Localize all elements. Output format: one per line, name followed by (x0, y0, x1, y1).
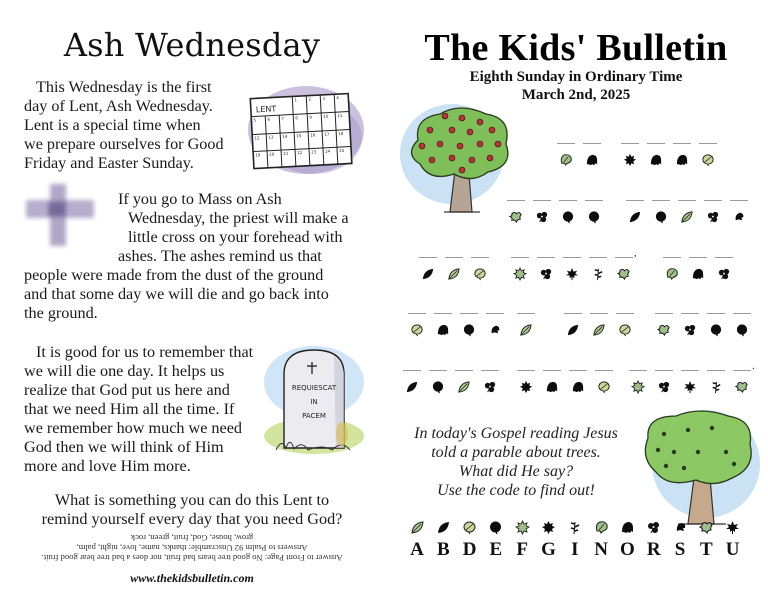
answer-blank[interactable] (507, 200, 525, 201)
puzzle-letter-slot[interactable] (662, 257, 682, 287)
leaf-pointed-black-icon (421, 267, 435, 281)
svg-text:6: 6 (267, 116, 271, 122)
puzzle-letter-slot[interactable] (688, 257, 708, 287)
puzzle-letter-slot[interactable] (646, 143, 666, 173)
leaf-small-black-icon (732, 210, 746, 224)
svg-text:17: 17 (324, 131, 330, 137)
puzzle-letter-slot[interactable] (703, 200, 723, 230)
answer-blank[interactable] (707, 313, 725, 314)
svg-text:5: 5 (253, 117, 257, 123)
code-key-letter: G (541, 539, 556, 560)
code-key-letter: U (725, 539, 740, 560)
leaf-round-outline-icon (701, 153, 715, 167)
puzzle-letter-slot[interactable] (732, 313, 752, 343)
answer-blank[interactable] (655, 313, 673, 314)
code-key-item-i (562, 520, 588, 560)
answer-blank[interactable] (563, 257, 581, 258)
svg-text:25: 25 (338, 147, 345, 154)
code-key-letter: F (516, 539, 528, 560)
leaf-oak-green-icon (699, 520, 714, 535)
code-key-item-b (430, 520, 456, 560)
bulletin-title: The Kids' Bulletin (424, 27, 728, 69)
svg-text:22: 22 (297, 150, 303, 156)
answer-blank[interactable] (471, 257, 489, 258)
code-key-letter: S (674, 539, 686, 560)
leaf-pointed-outline-icon (519, 323, 533, 337)
puzzle-letter-slot[interactable] (470, 257, 490, 287)
answer-blank[interactable] (564, 313, 582, 314)
puzzle-letter-slot[interactable] (454, 370, 474, 400)
puzzle-letter-slot[interactable] (542, 370, 562, 400)
leaf-round-black-icon (709, 323, 723, 337)
fruit-tree-illustration (400, 100, 520, 215)
leaf-round-outline-icon (462, 520, 477, 535)
liturgical-sunday: Eighth Sunday in Ordinary Time (469, 69, 683, 85)
answer-blank[interactable] (559, 200, 577, 201)
leaf-clover-icon (483, 380, 497, 394)
puzzle-letter-slot[interactable] (516, 313, 536, 343)
code-key-letter: O (620, 539, 635, 560)
code-key-letter: A (410, 539, 424, 560)
puzzle-letter-slot[interactable] (732, 370, 752, 400)
leaf-maple-green-icon (631, 380, 645, 394)
leaf-round-black-icon (431, 380, 445, 394)
leaf-pointed-outline-icon (410, 520, 425, 535)
puzzle-letter-slot[interactable] (615, 313, 635, 343)
puzzle-letter-slot[interactable] (459, 313, 479, 343)
puzzle-letter-slot[interactable] (506, 200, 526, 230)
answer-blank[interactable] (616, 313, 634, 314)
answer-blank[interactable] (707, 370, 725, 371)
code-key-item-s (667, 520, 693, 560)
leaf-small-black-icon (488, 323, 502, 337)
answer-blank[interactable] (704, 200, 722, 201)
leaf-oak-green-icon (657, 323, 671, 337)
answer-blank[interactable] (626, 200, 644, 201)
leaf-maple-black-icon (519, 380, 533, 394)
leaf-lobed-green-icon (559, 153, 573, 167)
leaf-round-black-icon (654, 210, 668, 224)
svg-text:4: 4 (336, 95, 340, 101)
leaf-clover-icon (657, 380, 671, 394)
puzzle-punctuation: . (752, 360, 755, 372)
answer-blank[interactable] (689, 257, 707, 258)
leaf-clover-icon (535, 210, 549, 224)
svg-text:10: 10 (323, 113, 329, 119)
leaf-half-round-black-icon (649, 153, 663, 167)
code-key-letter: R (646, 539, 661, 560)
code-key-letter: I (571, 539, 579, 560)
answer-blank[interactable] (647, 143, 665, 144)
answer-blank[interactable] (678, 200, 696, 201)
gospel-prompt: In today's Gospel reading Jesus told a parable about trees. What did He say? Use the code to find out! (414, 425, 618, 499)
website-link[interactable]: www.thekidsbulletin.com (130, 571, 254, 585)
code-key-letter: B (436, 539, 450, 560)
intro-paragraph: This Wednesday is the first day of Lent, Ash Wednesday. Lent is a special time when we prepare ourselves for Good Friday and Easter Sunday. (24, 78, 224, 172)
leaf-clover-icon (717, 267, 731, 281)
lent-calendar-illustration (242, 82, 364, 178)
answer-blank[interactable] (681, 313, 699, 314)
answer-blank[interactable] (533, 200, 551, 201)
code-key-item-t (693, 520, 719, 560)
answer-blank[interactable] (455, 370, 473, 371)
puzzle-letter-slot[interactable] (532, 200, 552, 230)
answer-blank[interactable] (733, 370, 751, 371)
svg-text:20: 20 (269, 151, 275, 157)
puzzle-letter-slot[interactable] (556, 143, 576, 173)
answer-blank[interactable] (629, 370, 647, 371)
leaf-pointed-black-icon (566, 323, 580, 337)
puzzle-letter-slot[interactable] (680, 313, 700, 343)
puzzle-letter-slot[interactable] (558, 200, 578, 230)
puzzle-letter-slot[interactable] (568, 370, 588, 400)
answer-blank[interactable] (655, 370, 673, 371)
svg-text:13: 13 (268, 134, 274, 140)
leaf-round-black-icon (462, 323, 476, 337)
leaf-maple-green-icon (513, 267, 527, 281)
puzzle-letter-slot[interactable] (582, 143, 602, 173)
puzzle-letter-slot[interactable] (402, 370, 422, 400)
svg-text:19: 19 (255, 152, 261, 158)
svg-text:1: 1 (294, 97, 298, 103)
answer-blank[interactable] (663, 257, 681, 258)
puzzle-letter-slot[interactable] (407, 313, 427, 343)
leaf-maple-black-icon (623, 153, 637, 167)
leaf-pointed-outline-icon (457, 380, 471, 394)
puzzle-letter-slot[interactable] (444, 257, 464, 287)
code-key-item-o (614, 520, 640, 560)
answer-blank[interactable] (460, 313, 478, 314)
svg-text:IN: IN (310, 398, 318, 406)
mass-paragraph: If you go to Mass on Ash Wednesday, the priest will make a little cross on your forehead with ashes. The ashes remind us that people were made from the dust of the ground and that some day we will die and go back into the ground. (24, 190, 349, 322)
answer-blank[interactable] (543, 370, 561, 371)
leaf-pointed-outline-icon (592, 323, 606, 337)
code-key-letter: T (699, 539, 713, 560)
leaf-pointed-black-icon (405, 380, 419, 394)
bulletin-subtitle (384, 68, 768, 104)
leaf-half-round-black-icon (585, 153, 599, 167)
answer-blank[interactable] (585, 200, 603, 201)
svg-text:12: 12 (254, 135, 260, 141)
svg-text:15: 15 (296, 133, 302, 139)
leaf-round-outline-icon (597, 380, 611, 394)
answer-blank[interactable] (590, 313, 608, 314)
puzzle-letter-slot[interactable] (584, 200, 604, 230)
puzzle-letter-slot[interactable] (480, 370, 500, 400)
leaf-half-round-black-icon (691, 267, 705, 281)
puzzle-letter-slot[interactable] (620, 143, 640, 173)
puzzle-letter-slot[interactable] (706, 313, 726, 343)
puzzle-letter-slot[interactable] (562, 257, 582, 287)
puzzle-letter-slot[interactable] (536, 257, 556, 287)
puzzle-letter-slot[interactable] (563, 313, 583, 343)
remember-paragraph: It is good for us to remember that we will die one day. It helps us realize that God put us here and that we need Him all the time. If we remember how much we need God then we will think of Him more and love Him more. (24, 343, 254, 475)
svg-text:PACEM: PACEM (302, 412, 326, 420)
answer-blank[interactable] (403, 370, 421, 371)
code-key-item-d (457, 520, 483, 560)
puzzle-letter-slot[interactable] (614, 257, 634, 287)
answer-blank[interactable] (511, 257, 529, 258)
svg-text:8: 8 (295, 115, 299, 121)
puzzle-letter-slot[interactable] (651, 200, 671, 230)
answer-blank[interactable] (652, 200, 670, 201)
leaf-round-outline-icon (618, 323, 632, 337)
leaf-clover-icon (539, 267, 553, 281)
upside-down-answers: Answer to Front Page: No good tree bears bad fruit, nor does a bad tree bear good fruit. Answers to Psalm 92 Unscramble: thanks, name, love, night, palm, grow, house, God, fruit, green, rock (41, 533, 343, 563)
leaf-round-outline-icon (410, 323, 424, 337)
puzzle-letter-slot[interactable] (680, 370, 700, 400)
answer-blank[interactable] (429, 370, 447, 371)
answer-blank[interactable] (434, 313, 452, 314)
svg-text:21: 21 (283, 150, 289, 157)
puzzle-letter-slot[interactable] (594, 370, 614, 400)
tombstone-illustration (262, 340, 366, 458)
svg-text:REQUIESCAT: REQUIESCAT (291, 384, 337, 392)
puzzle-letter-slot[interactable] (589, 313, 609, 343)
leaf-half-round-black-icon (436, 323, 450, 337)
answer-blank[interactable] (419, 257, 437, 258)
answer-blank[interactable] (673, 143, 691, 144)
answer-blank[interactable] (699, 143, 717, 144)
svg-text:14: 14 (282, 133, 288, 140)
puzzle-letter-slot[interactable] (706, 370, 726, 400)
leaf-half-round-black-icon (620, 520, 635, 535)
lent-question: What is something you can do this Lent to remind yourself every day that you need God? (41, 491, 343, 528)
puzzle-letter-slot[interactable] (516, 370, 536, 400)
leaf-half-round-black-icon (545, 380, 559, 394)
code-key-item-a (404, 520, 430, 560)
left-page-title: Ash Wednesday (63, 26, 321, 64)
leaf-spiky-black-icon (683, 380, 697, 394)
answer-blank[interactable] (557, 143, 575, 144)
answer-blank[interactable] (681, 370, 699, 371)
code-key-letter: N (594, 539, 608, 560)
leaf-maple-green-icon (515, 520, 530, 535)
leaf-round-black-icon (561, 210, 575, 224)
leaf-oak-green-icon (617, 267, 631, 281)
code-key-item-r (641, 520, 667, 560)
leaf-pointed-black-icon (628, 210, 642, 224)
code-key-item-g (536, 520, 562, 560)
leaf-clover-icon (706, 210, 720, 224)
bulletin-date: March 2nd, 2025 (521, 87, 631, 103)
svg-text:16: 16 (310, 132, 316, 138)
code-key (404, 520, 754, 570)
leaf-oak-green-icon (509, 210, 523, 224)
leaf-sprig-icon (567, 520, 582, 535)
leaf-half-round-black-icon (571, 380, 585, 394)
leaf-lobed-green-icon (594, 520, 609, 535)
answer-blank[interactable] (615, 257, 633, 258)
puzzle-letter-slot[interactable] (433, 313, 453, 343)
answer-blank[interactable] (408, 313, 426, 314)
leaf-half-round-black-icon (675, 153, 689, 167)
answer-blank[interactable] (621, 143, 639, 144)
svg-text:3: 3 (322, 95, 326, 101)
puzzle-letter-slot[interactable] (672, 143, 692, 173)
answer-blank[interactable] (730, 200, 748, 201)
leaf-lobed-green-icon (665, 267, 679, 281)
leaf-pointed-black-icon (436, 520, 451, 535)
leaf-round-black-icon (587, 210, 601, 224)
leaf-clover-icon (646, 520, 661, 535)
svg-text:24: 24 (325, 148, 331, 154)
answer-blank[interactable] (537, 257, 555, 258)
puzzle-punctuation: , (634, 247, 637, 259)
svg-text:7: 7 (281, 115, 285, 122)
puzzle-letter-slot[interactable] (428, 370, 448, 400)
puzzle-letter-slot[interactable] (588, 257, 608, 287)
leaf-spiky-black-icon (725, 520, 740, 535)
leaf-pointed-outline-icon (447, 267, 461, 281)
puzzle-letter-slot[interactable] (418, 257, 438, 287)
code-key-letter: D (462, 539, 477, 560)
puzzle-letter-slot[interactable] (625, 200, 645, 230)
answer-blank[interactable] (583, 143, 601, 144)
puzzle-letter-slot[interactable] (654, 370, 674, 400)
answer-blank[interactable] (517, 370, 535, 371)
leaf-small-black-icon (673, 520, 688, 535)
puzzle-letter-slot[interactable] (654, 313, 674, 343)
puzzle-letter-slot[interactable] (677, 200, 697, 230)
code-key-letter: E (489, 539, 503, 560)
leaf-round-black-icon (488, 520, 503, 535)
svg-text:9: 9 (309, 114, 313, 120)
leaf-clover-icon (683, 323, 697, 337)
answer-blank[interactable] (486, 313, 504, 314)
puzzle-letter-slot[interactable] (485, 313, 505, 343)
answer-blank[interactable] (445, 257, 463, 258)
puzzle-letter-slot[interactable] (698, 143, 718, 173)
leaf-oak-green-icon (735, 380, 749, 394)
leaf-pointed-outline-icon (680, 210, 694, 224)
leaf-sprig-icon (591, 267, 605, 281)
puzzle-letter-slot[interactable] (510, 257, 530, 287)
code-key-item-f (509, 520, 535, 560)
answer-blank[interactable] (715, 257, 733, 258)
leaf-round-outline-icon (473, 267, 487, 281)
svg-text:2: 2 (308, 96, 312, 102)
leaf-maple-black-icon (541, 520, 556, 535)
code-key-item-e (483, 520, 509, 560)
answer-blank[interactable] (589, 257, 607, 258)
answer-blank[interactable] (733, 313, 751, 314)
puzzle-letter-slot[interactable] (714, 257, 734, 287)
svg-text:11: 11 (337, 112, 343, 119)
svg-text:LENT: LENT (255, 104, 277, 115)
code-key-item-u (720, 520, 746, 560)
puzzle-letter-slot[interactable] (628, 370, 648, 400)
leaf-sprig-icon (709, 380, 723, 394)
leaf-round-black-icon (735, 323, 749, 337)
code-key-item-n (588, 520, 614, 560)
answer-blank[interactable] (595, 370, 613, 371)
answer-blank[interactable] (569, 370, 587, 371)
answer-blank[interactable] (517, 313, 535, 314)
svg-text:18: 18 (338, 130, 344, 137)
svg-text:23: 23 (311, 149, 317, 155)
puzzle-letter-slot[interactable] (729, 200, 749, 230)
leaf-spiky-black-icon (565, 267, 579, 281)
green-tree-illustration (636, 408, 762, 526)
answer-blank[interactable] (481, 370, 499, 371)
